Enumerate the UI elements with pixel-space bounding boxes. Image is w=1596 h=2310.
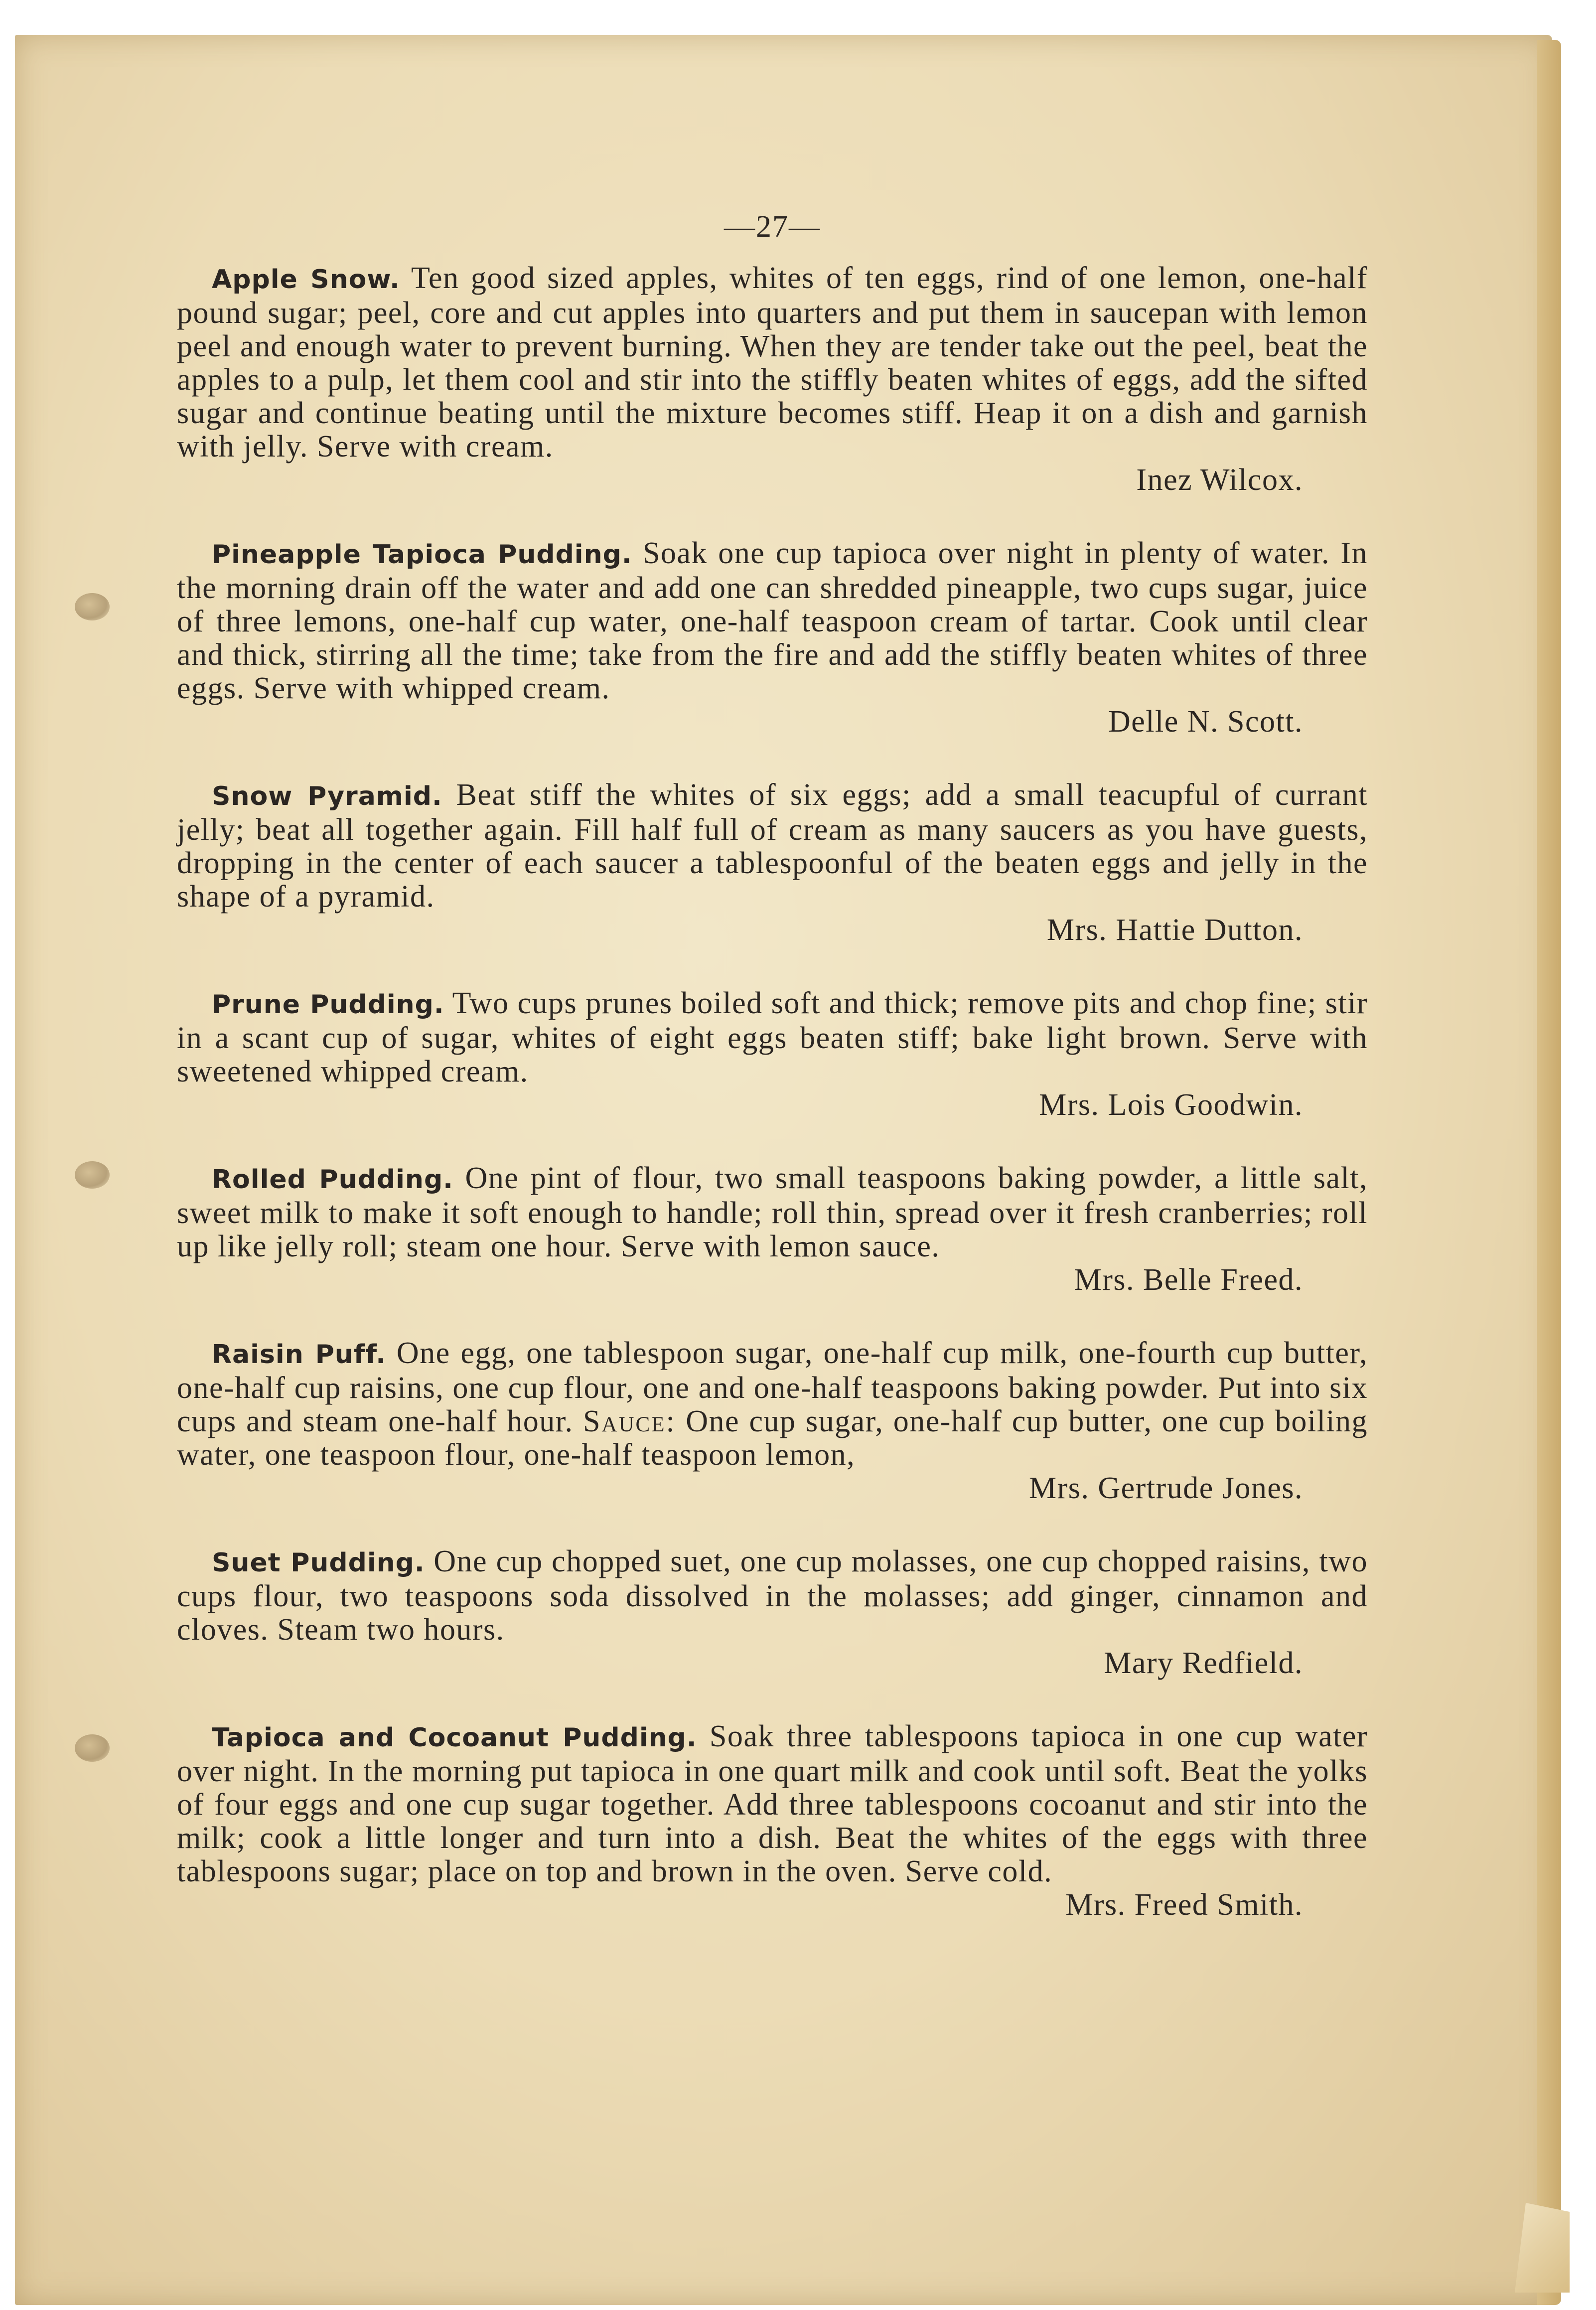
- recipe-body: Two cups prunes boiled soft and thick; remove pits and chop fine; stir in a scant cup of sugar, whites of eight eggs beaten stiff; bake light brown. Serve with sweetened whipped cream.: [177, 986, 1368, 1088]
- recipe-pineapple-tapioca-pudding: [177, 537, 1368, 739]
- page-number: —27—: [724, 210, 821, 244]
- recipe-apple-snow: [177, 262, 1368, 497]
- recipe-title: Rolled Pudding.: [212, 1165, 453, 1195]
- recipe-snow-pyramid: [177, 778, 1368, 947]
- recipe-author: Mrs. Lois Goodwin.: [1039, 1088, 1303, 1122]
- recipe-body: Beat stiff the whites of six eggs; add a small teacupful of currant jelly; beat all together again. Fill half full of cream as many saucers as you have guests, dropping in the center of each saucer a tablespoonful of the beaten eggs and jelly in the shape of a pyramid.: [177, 778, 1368, 914]
- recipe-body: One cup chopped suet, one cup molasses, one cup chopped raisins, two cups flour, two teaspoons soda dissolved in the molasses; add ginger, cinnamon and cloves. Steam two hours.: [177, 1544, 1368, 1647]
- recipe-rolled-pudding: [177, 1162, 1368, 1297]
- recipe-body: Soak one cup tapioca over night in plenty of water. In the morning drain off the water and add one can shredded pineapple, two cups sugar, juice of three lemons, one-half cup water, one-half teaspoon cream of tartar. Cook until clear and thick, stirring all the time; take from the fire and add the stiffly beaten whites of three eggs. Serve with whipped cream.: [177, 536, 1368, 705]
- recipe-title: Snow Pyramid.: [212, 781, 442, 811]
- sauce-body: One cup sugar, one-half cup butter, one cup boiling water, one teaspoon flour, one-half teaspoon lemon,: [177, 1404, 1368, 1472]
- recipe-body: Soak three tablespoons tapioca in one cup water over night. In the morning put tapioca in one quart milk and cook until soft. Beat the yolks of four eggs and one cup sugar together. Add three tablespoons cocoanut and stir into the milk; cook a little longer and turn into a dish. Beat the whites of the eggs with three tablespoons sugar; place on top and brown in the oven. Serve cold.: [177, 1719, 1368, 1888]
- binding-hole: [75, 1734, 110, 1762]
- paper-edge: [1537, 40, 1561, 2305]
- recipe-body: Ten good sized apples, whites of ten eggs, rind of one lemon, one-half pound sugar; peel, core and cut apples into quarters and put them in saucepan with lemon peel and enough water to prevent burning. When they are tender take out the peel, beat the apples to a pulp, let them cool and stir into the stiffly beaten whites of eggs, add the sifted sugar and continue beating until the mixture becomes stiff. Heap it on a dish and garnish with jelly. Serve with cream.: [177, 261, 1368, 463]
- recipe-author: Mrs. Gertrude Jones.: [1028, 1471, 1303, 1505]
- sauce-label: Sauce:: [582, 1404, 676, 1438]
- recipe-title: Apple Snow.: [212, 265, 400, 295]
- binding-hole: [75, 1161, 110, 1189]
- recipe-author: Inez Wilcox.: [1136, 463, 1303, 497]
- recipe-author: Mrs. Belle Freed.: [1074, 1263, 1303, 1297]
- recipe-body: One pint of flour, two small teaspoons baking powder, a little salt, sweet milk to make it soft enough to handle; roll thin, spread over it fresh cranberries; roll up like jelly roll; steam one hour. Serve with lemon sauce.: [177, 1161, 1368, 1263]
- recipe-raisin-puff: [177, 1337, 1368, 1505]
- recipe-body: One egg, one tablespoon sugar, one-half cup milk, one-fourth cup butter, one-half cup raisins, one cup flour, one and one-half teaspoons baking powder. Put into six cups and steam one-half hour.: [177, 1336, 1368, 1438]
- recipe-author: Mrs. Hattie Dutton.: [1046, 913, 1303, 947]
- recipe-tapioca-cocoanut-pudding: [177, 1720, 1368, 1922]
- recipe-prune-pudding: [177, 987, 1368, 1122]
- recipe-title: Tapioca and Cocoanut Pudding.: [212, 1723, 697, 1753]
- recipe-suet-pudding: [177, 1545, 1368, 1680]
- recipe-author: Delle N. Scott.: [1108, 705, 1303, 739]
- recipe-title: Suet Pudding.: [212, 1548, 425, 1578]
- binding-hole: [75, 593, 110, 620]
- recipe-title: Prune Pudding.: [212, 990, 444, 1020]
- recipe-author: Mary Redfield.: [1104, 1646, 1303, 1680]
- recipe-title: Raisin Puff.: [212, 1340, 386, 1370]
- page-content: [177, 209, 1368, 1962]
- recipe-author: Mrs. Freed Smith.: [1065, 1888, 1303, 1922]
- recipe-title: Pineapple Tapioca Pudding.: [212, 540, 632, 570]
